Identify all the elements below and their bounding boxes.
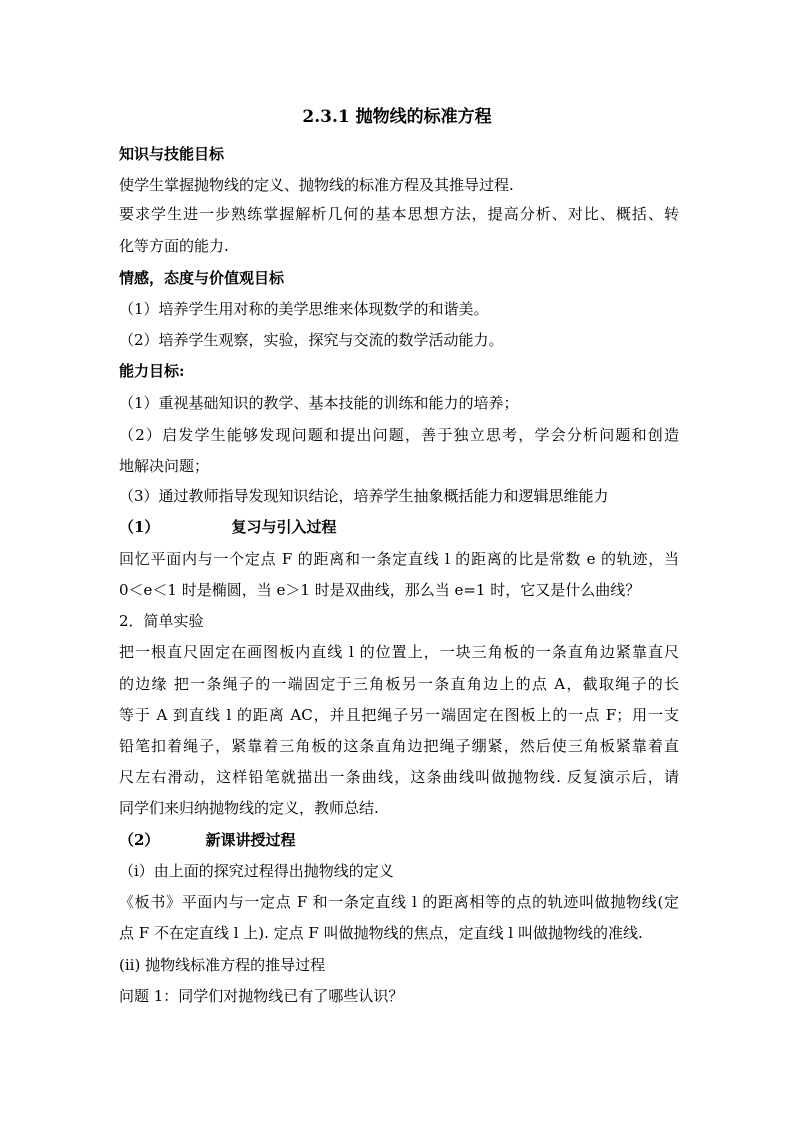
- ability-line-3: （3）通过教师指导发现知识结论，培养学生抽象概括能力和逻辑思维能力: [119, 487, 609, 505]
- review-heading: [119, 517, 679, 537]
- page-title: 2.3.1 抛物线的标准方程: [302, 107, 492, 127]
- knowledge-line-2b: 化等方面的能力.: [119, 237, 229, 255]
- knowledge-heading: 知识与技能目标: [119, 145, 225, 163]
- new-lesson-heading: [119, 830, 679, 850]
- review-paragraph-line-b: 0＜e＜1 时是椭圆，当 e＞1 时是双曲线，那么当 e=1 时，它又是什么曲线？: [119, 581, 641, 599]
- question-1: 问题 1：同学们对抛物线已有了哪些认识？: [119, 987, 404, 1005]
- review-title: 复习与引入过程: [231, 518, 337, 536]
- board-line-b: 点 F 不在定直线 l 上). 定点 F 叫做抛物线的焦点，定直线 l 叫做抛物线的准线.: [119, 924, 643, 942]
- knowledge-line-2a: 要求学生进一步熟练掌握解析几何的基本思想方法，提高分析、对比、概括、转: [119, 205, 679, 223]
- board-line-a: 《板书》平面内与一定点 F 和一条定直线 l 的距离相等的点的轨迹叫做抛物线(定: [119, 893, 679, 911]
- emotion-line-1: （1）培养学生用对称的美学思维来体现数学的和谐美。: [119, 300, 489, 318]
- ability-line-2b: 地解决问题；: [119, 457, 210, 475]
- ability-line-2a: （2）启发学生能够发现问题和提出问题，善于独立思考，学会分析问题和创造: [119, 426, 679, 444]
- new-lesson-item-i: （i）由上面的探究过程得出抛物线的定义: [119, 862, 394, 880]
- new-lesson-number: （2）: [119, 831, 160, 849]
- experiment-line-b: 的边缘 把一条绳子的一端固定于三角板另一条直角边上的点 A，截取绳子的长: [119, 675, 679, 693]
- experiment-line-c: 等于 A 到直线 l 的距离 AC，并且把绳子另一端固定在图板上的一点 F；用一支: [119, 706, 679, 724]
- ability-heading: 能力目标:: [119, 362, 185, 380]
- experiment-line-d: 铅笔扣着绳子，紧靠着三角板的这条直角边把绳子绷紧，然后使三角板紧靠着直: [119, 737, 679, 755]
- new-lesson-item-ii: (ii) 抛物线标准方程的推导过程: [119, 956, 326, 974]
- experiment-line-a: 把一根直尺固定在画图板内直线 l 的位置上，一块三角板的一条直角边紧靠直尺: [119, 643, 679, 661]
- experiment-line-f: 同学们来归纳抛物线的定义，教师总结.: [119, 799, 379, 817]
- emotion-line-2: （2）培养学生观察，实验，探究与交流的数学活动能力。: [119, 331, 504, 349]
- review-number: （1）: [119, 518, 160, 536]
- emotion-heading: 情感，态度与价值观目标: [119, 269, 285, 287]
- review-paragraph-line-a: 回忆平面内与一个定点 F 的距离和一条定直线 l 的距离的比是常数 e 的轨迹，当: [119, 550, 679, 568]
- knowledge-line-1: 使学生掌握抛物线的定义、抛物线的标准方程及其推导过程.: [119, 176, 514, 194]
- experiment-line-e: 尺左右滑动，这样铅笔就描出一条曲线，这条曲线叫做抛物线. 反复演示后，请: [119, 768, 679, 786]
- ability-line-1: （1）重视基础知识的教学、基本技能的训练和能力的培养；: [119, 394, 519, 412]
- experiment-heading: 2．简单实验: [119, 612, 204, 630]
- new-lesson-title: 新课讲授过程: [205, 831, 296, 849]
